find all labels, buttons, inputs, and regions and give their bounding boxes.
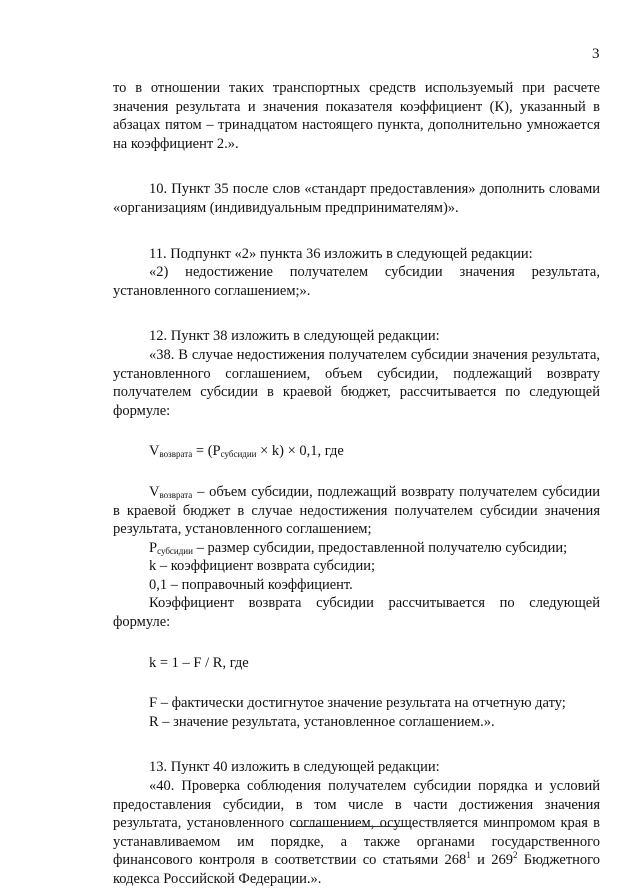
paragraph-item-10: 10. Пункт 35 после слов «стандарт предоставления» дополнить словами «организациям (индивидуальным предпринимателям)». (113, 181, 600, 216)
end-separator-line (293, 826, 412, 827)
definition-v: $V_{возврата}$ – объем субсидии, подлежащий возврату получателем субсидии в краевой бюджет в случае недостижения получателем субсидии значения результата, установленного соглашением; (113, 483, 600, 538)
definition-r: R – значение результата, установленное соглашением.». (149, 713, 495, 730)
definition-correction: 0,1 – поправочный коэффициент. (149, 576, 353, 593)
document-body (113, 79, 600, 889)
paragraph-continuation: то в отношении таких транспортных средств используемый при расчете значения результата и значения показателя коэффициент (К), указанный в абзацах пятом – тринадцатом настоящего пункта, дополнительно умножается на коэффициент 2.». (113, 80, 600, 152)
paragraph-item-11-heading: 11. Подпункт «2» пункта 36 изложить в следующей редакции: (149, 245, 533, 262)
coefficient-text: Коэффициент возврата субсидии рассчитывается по следующей формуле: (113, 595, 600, 631)
formula-refund: $V_{возврата} = (P_{субсидии} \times k) \times 0,1$, где (149, 443, 344, 460)
paragraph-item-13-heading: 13. Пункт 40 изложить в следующей редакции: (149, 759, 440, 776)
paragraph-item-12-heading: 12. Пункт 38 изложить в следующей редакции: (149, 328, 440, 345)
paragraph-item-11-text: «2) недостижение получателем субсидии значения результата, установленного соглашением;». (113, 264, 600, 299)
formula-coefficient: k = 1 – F / R, где (149, 654, 249, 671)
definition-p: $P_{субсидии}$ – размер субсидии, предоставленной получателю субсидии; (149, 539, 568, 556)
definition-f: F – фактически достигнутое значение результата на отчетную дату; (149, 695, 566, 712)
paragraph-item-13-text: «40. Проверка соблюдения получателем субсидии порядка и условий предоставления субсидии, в том числе в части достижения значения результата, установленного соглашением, осуществляется минпромом края в устанавливаемом им порядке, а также органами государственного финансового контроля в соответствии со статьями $268^1$ и $269^2$ Бюджетного кодекса Российской Федерации.». (113, 778, 601, 887)
page-number: 3 (592, 46, 600, 62)
definition-k: k – коэффициент возврата субсидии; (149, 558, 376, 575)
paragraph-item-12-text: «38. В случае недостижения получателем субсидии значения результата, установленного соглашением, объем субсидии, подлежащий возврату получателем субсидии в краевой бюджет, рассчитывается по следующей формуле: (113, 346, 600, 419)
